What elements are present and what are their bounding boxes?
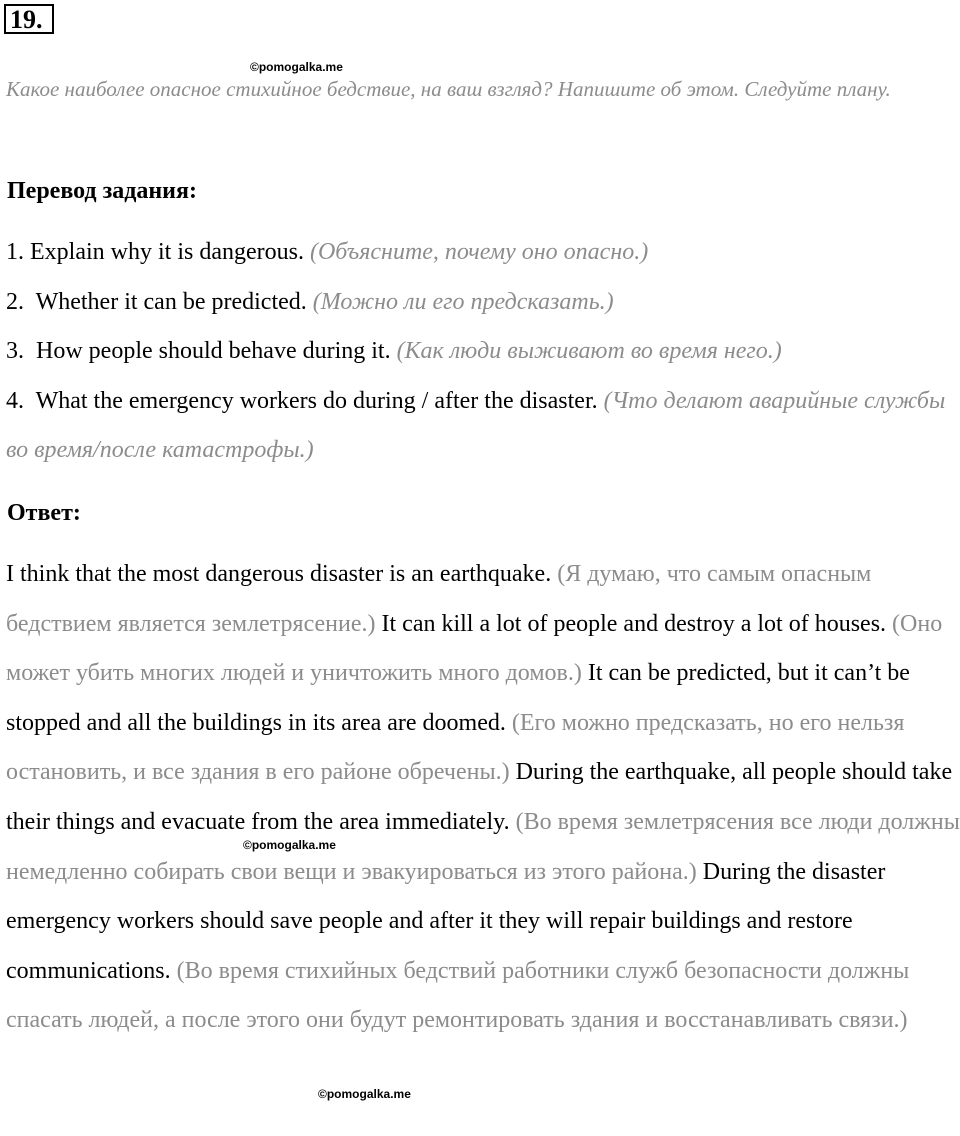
translation-heading: Перевод задания: bbox=[7, 178, 197, 204]
plan-item bbox=[6, 377, 946, 476]
answer-sentence-en: I think that the most dangerous disaster is an earthquake. bbox=[6, 561, 552, 587]
answer-sentence-en: During the earthquake, all people should take their things and evacuate from the area immediately. bbox=[6, 759, 953, 835]
plan-item-number: 2. bbox=[6, 288, 24, 315]
answer-paragraph bbox=[6, 550, 960, 1046]
plan-item-en: Whether it can be predicted. bbox=[35, 288, 307, 315]
exercise-number: 19. bbox=[4, 4, 54, 34]
answer-sentence-en: It can be predicted, but it can’t be stopped and all the buildings in its area are doomed. bbox=[6, 660, 910, 736]
answer-sentence-ru: (Оно может убить многих людей и уничтожить много домов.) bbox=[6, 610, 943, 687]
answer-text bbox=[6, 550, 960, 1046]
answer-sentence-ru: (Во время землетрясения все люди должны немедленно собирать свои вещи и эвакуироваться из этого района.) bbox=[6, 808, 960, 885]
plan-item-number: 4. bbox=[6, 387, 24, 414]
plan-item-en: Explain why it is dangerous. bbox=[30, 239, 304, 265]
answer-heading: Ответ: bbox=[7, 500, 81, 526]
plan-list bbox=[6, 228, 946, 476]
plan-item-ru: (Что делают аварийные службы во время/после катастрофы.) bbox=[6, 387, 946, 464]
task-paragraph: Какое наиболее опасное стихийное бедствие, на ваш взгляд? Напишите об этом. Следуйте плану. bbox=[6, 77, 891, 101]
watermark: ©pomogalka.me bbox=[318, 1087, 411, 1101]
watermark: ©pomogalka.me bbox=[250, 60, 343, 74]
plan-item-number: 1. bbox=[6, 239, 24, 265]
plan-item-ru: (Можно ли его предсказать.) bbox=[312, 288, 614, 315]
answer-sentence-en: It can kill a lot of people and destroy a lot of houses. bbox=[381, 610, 887, 637]
plan-item bbox=[6, 327, 946, 377]
watermark: ©pomogalka.me bbox=[243, 838, 336, 852]
plan-item-ru: (Как люди выживают во время него.) bbox=[396, 338, 782, 365]
plan-item-number: 3. bbox=[6, 338, 24, 365]
plan-item bbox=[6, 228, 946, 278]
plan-item bbox=[6, 278, 946, 328]
answer-sentence-ru: (Во время стихийных бедствий работники служб безопасности должны спасать людей, а после этого они будут ремонтировать здания и восстанавливать связи.) bbox=[6, 957, 910, 1034]
answer-sentence-ru: (Я думаю, что самым опасным бедствием является землетрясение.) bbox=[6, 561, 872, 637]
plan-item-en: How people should behave during it. bbox=[36, 338, 391, 365]
task-text bbox=[6, 68, 946, 111]
answer-sentence-en: During the disaster emergency workers should save people and after it they will repair buildings and restore communications. bbox=[6, 858, 886, 984]
plan-item-en: What the emergency workers do during / after the disaster. bbox=[35, 387, 598, 414]
answer-sentence-ru: (Его можно предсказать, но его нельзя остановить, и все здания в его районе обречены.) bbox=[6, 709, 905, 786]
plan-item-ru: (Объясните, почему оно опасно.) bbox=[309, 239, 649, 265]
